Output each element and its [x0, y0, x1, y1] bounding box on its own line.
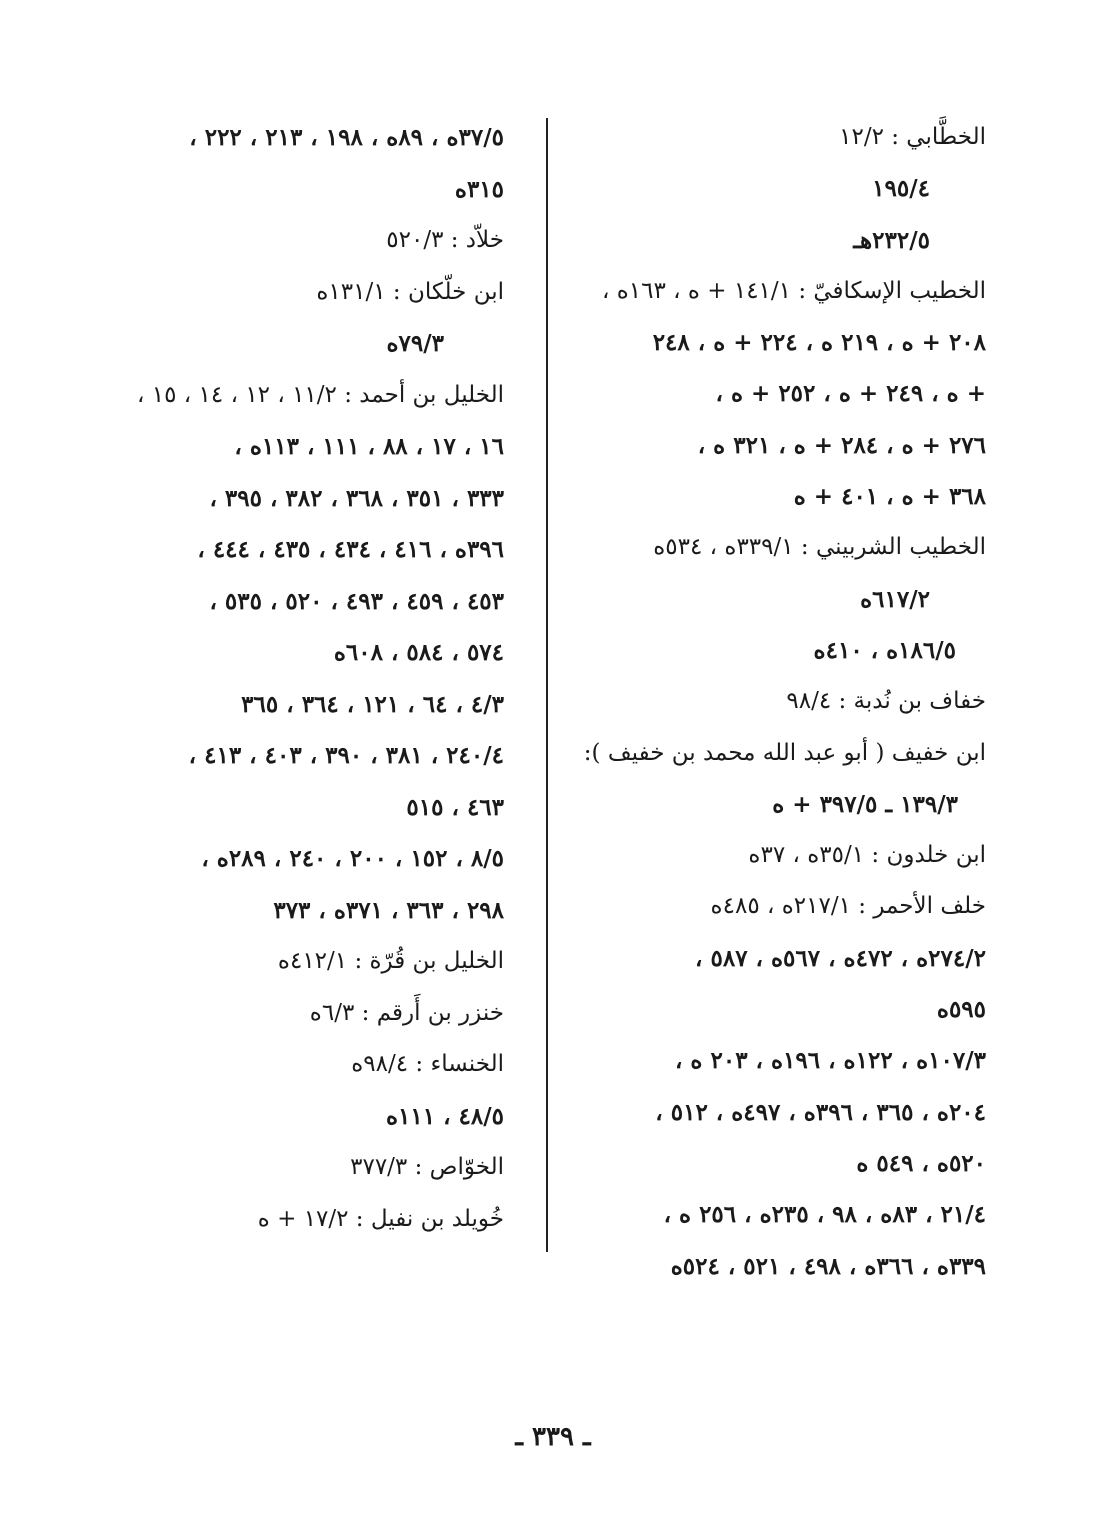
- index-entry: الخطيب الشربيني : ٣٣٩/١ه ، ٥٣٤ه: [653, 534, 986, 561]
- index-entry-continuation: ٥٢٠ه ، ٥٤٩ ه: [856, 1149, 986, 1177]
- index-entry: خلف الأحمر : ٢١٧/١ه ، ٤٨٥ه: [710, 893, 986, 920]
- index-entry: خلاّد : ٥٢٠/٣: [386, 227, 504, 253]
- index-entry-continuation: ٣٣٣ ، ٣٥١ ، ٣٦٨ ، ٣٨٢ ، ٣٩٥ ،: [209, 484, 504, 512]
- index-entry-continuation: ١٩٥/٤: [872, 175, 930, 203]
- index-entry-continuation: ٢٠٨ + ه ، ٢١٩ ه ، ٢٢٤ + ه ، ٢٤٨: [652, 329, 986, 357]
- index-entry-continuation: ٣٩٦ه ، ٤١٦ ، ٤٣٤ ، ٤٣٥ ، ٤٤٤ ،: [197, 536, 504, 563]
- index-entry-continuation: ٨/٥ ، ١٥٢ ، ٢٠٠ ، ٢٤٠ ، ٢٨٩ه ،: [201, 845, 504, 872]
- column-divider: [546, 118, 548, 1252]
- index-entry-continuation: ٢٧٦ + ه ، ٢٨٤ + ه ، ٣٢١ ه ،: [697, 431, 986, 459]
- index-entry-continuation: ٢٣٢/٥هـ: [853, 226, 930, 254]
- index-entry-continuation: ٧٩/٣ه: [386, 330, 444, 357]
- index-entry: الخطيب الإسكافيّ : ١٤١/١ + ه ، ١٦٣ه ،: [601, 277, 986, 304]
- index-entry: خُويلد بن نفيل : ١٧/٢ + ه: [257, 1205, 504, 1232]
- index-entry-continuation: ٣٧/٥ه ، ٨٩ه ، ١٩٨ ، ٢١٣ ، ٢٢٢ ،: [189, 124, 504, 151]
- index-entry-continuation: ٣٣٩ه ، ٣٦٦ه ، ٤٩٨ ، ٥٢١ ، ٥٢٤ه: [670, 1252, 986, 1280]
- index-entry-continuation: ٦١٧/٢ه: [860, 585, 930, 613]
- index-entry: الخليل بن قُرّة : ٤١٢/١ه: [277, 948, 504, 974]
- index-entry-continuation: ١٨٦/٥ه ، ٤١٠ه: [813, 636, 956, 664]
- index-entry: الخوّاص : ٣٧٧/٣: [350, 1154, 504, 1180]
- page-number: ـ ٣٣٩ ـ: [515, 1422, 591, 1452]
- index-entry: خنزر بن أَرقم : ٦/٣ه: [309, 999, 504, 1026]
- index-entry-continuation: ٤/٣ ، ٦٤ ، ١٢١ ، ٣٦٤ ، ٣٦٥: [241, 690, 504, 718]
- index-entry: خفاف بن نُدبة : ٩٨/٤: [786, 688, 986, 715]
- index-entry-continuation: ١٦ ، ١٧ ، ٨٨ ، ١١١ ، ١١٣ه ،: [234, 433, 504, 460]
- index-entry: ابن خلدون : ٣٥/١ه ، ٣٧ه: [748, 842, 986, 869]
- index-entry: الخليل بن أحمد : ١١/٢ ، ١٢ ، ١٤ ، ١٥ ،: [137, 381, 504, 408]
- index-entry-continuation: ٢٩٨ ، ٣٦٣ ، ٣٧١ه ، ٣٧٣: [273, 896, 504, 924]
- index-entry-continuation: ٤٨/٥ ، ١١١ه: [385, 1102, 504, 1130]
- index-entry-continuation: ٥٩٥ه: [936, 996, 986, 1024]
- index-entry-continuation: ١٣٩/٣ ـ ٣٩٧/٥ + ه: [772, 790, 958, 818]
- index-entry: ابن خفيف ( أبو عبد الله محمد بن خفيف ):: [583, 739, 986, 766]
- right-index-column: [560, 112, 986, 1292]
- index-entry-continuation: ٢٤٠/٤ ، ٣٨١ ، ٣٩٠ ، ٤٠٣ ، ٤١٣ ،: [188, 742, 504, 769]
- index-entry-continuation: ٣٦٨ + ه ، ٤٠١ + ه: [793, 483, 986, 511]
- index-entry-continuation: + ه ، ٢٤٩ + ه ، ٢٥٢ + ه ،: [715, 380, 986, 408]
- index-entry-continuation: ٢١/٤ ، ٨٣ه ، ٩٨ ، ٢٣٥ه ، ٢٥٦ ه ،: [663, 1201, 986, 1229]
- index-entry-continuation: ١٠٧/٣ه ، ١٢٢ه ، ١٩٦ه ، ٢٠٣ ه ،: [674, 1047, 986, 1075]
- index-entry: الخطَّابي : ١٢/٢: [839, 124, 986, 150]
- index-entry-continuation: ٥٧٤ ، ٥٨٤ ، ٦٠٨ه: [333, 639, 504, 666]
- index-entry-continuation: ٤٥٣ ، ٤٥٩ ، ٤٩٣ ، ٥٢٠ ، ٥٣٥ ،: [209, 587, 504, 615]
- index-entry-continuation: ٢٠٤ه ، ٣٦٥ ، ٣٩٦ه ، ٤٩٧ه ، ٥١٢ ،: [655, 1098, 986, 1126]
- index-entry-continuation: ٢٧٤/٢ه ، ٤٧٢ه ، ٥٦٧ه ، ٥٨٧ ،: [695, 944, 986, 972]
- index-entry: الخنساء : ٩٨/٤ه: [351, 1051, 504, 1077]
- left-index-column: [80, 112, 504, 1245]
- index-entry: ابن خلّكان : ١٣١/١ه: [316, 278, 504, 305]
- index-entry-continuation: ٣١٥ه: [454, 175, 504, 203]
- index-entry-continuation: ٤٦٣ ، ٥١٥: [406, 793, 504, 821]
